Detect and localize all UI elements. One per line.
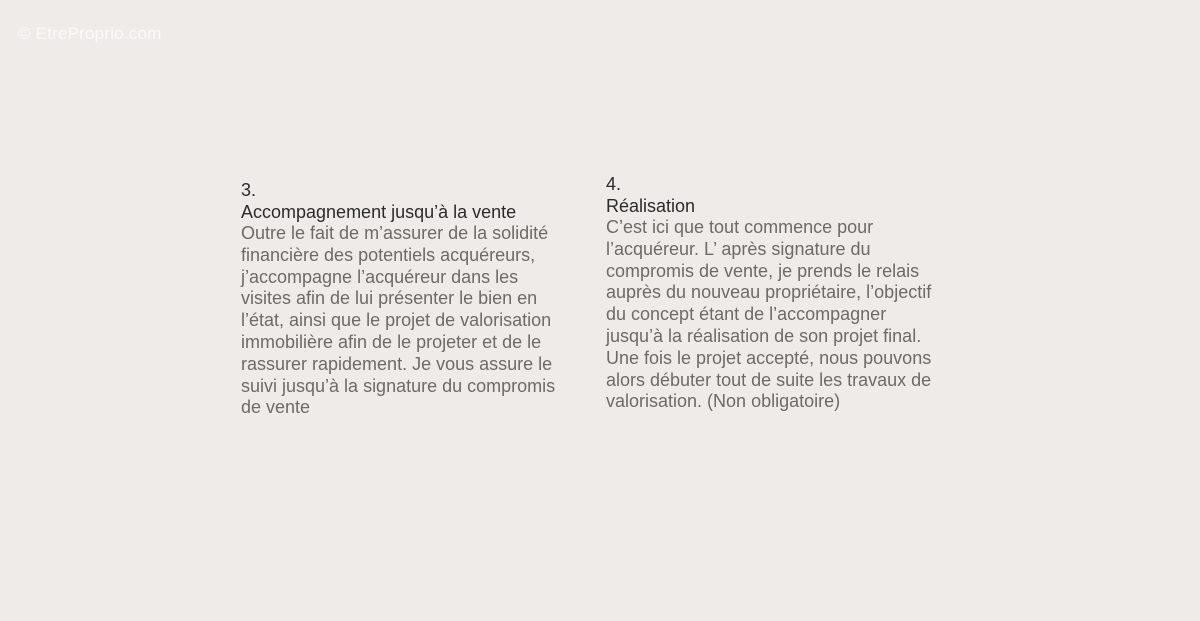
- text-line: alors débuter tout de suite les travaux de: [606, 369, 932, 390]
- text-line: visites afin de lui présenter le bien en: [241, 288, 538, 309]
- step-title: Accompagnement jusqu’à la vente: [241, 201, 517, 222]
- text-line: l’acquéreur. L’ après signature du: [606, 238, 871, 259]
- step-number: 3.: [241, 180, 257, 200]
- text-line: valorisation. (Non obligatoire): [606, 391, 841, 412]
- text-line: rassurer rapidement. Je vous assure le: [241, 353, 553, 374]
- step-number: 4.: [606, 174, 622, 194]
- text-line: auprès du nouveau propriétaire, l’objectif: [606, 282, 932, 303]
- step-3-block: [241, 180, 586, 419]
- text-line: jusqu’à la réalisation de son projet final.: [606, 325, 922, 346]
- step-description: [606, 217, 961, 413]
- text-line: du concept étant de l’accompagner: [606, 304, 887, 325]
- text-line: l’état, ainsi que le projet de valorisation: [241, 310, 552, 331]
- text-line: C’est ici que tout commence pour: [606, 217, 874, 237]
- text-line: de vente: [241, 397, 311, 418]
- step-4-block: [606, 174, 961, 413]
- text-line: financière des potentiels acquéreurs,: [241, 244, 536, 265]
- watermark: © EtreProprio.com: [18, 24, 162, 43]
- step-title: Réalisation: [606, 195, 696, 216]
- text-line: compromis de vente, je prends le relais: [606, 260, 920, 281]
- text-line: Une fois le projet accepté, nous pouvons: [606, 347, 932, 368]
- text-line: immobilière afin de le projeter et de le: [241, 331, 542, 352]
- text-line: j’accompagne l’acquéreur dans les: [241, 266, 519, 287]
- text-line: suivi jusqu’à la signature du compromis: [241, 375, 556, 396]
- step-description: [241, 223, 586, 419]
- text-line: Outre le fait de m’assurer de la solidité: [241, 223, 549, 243]
